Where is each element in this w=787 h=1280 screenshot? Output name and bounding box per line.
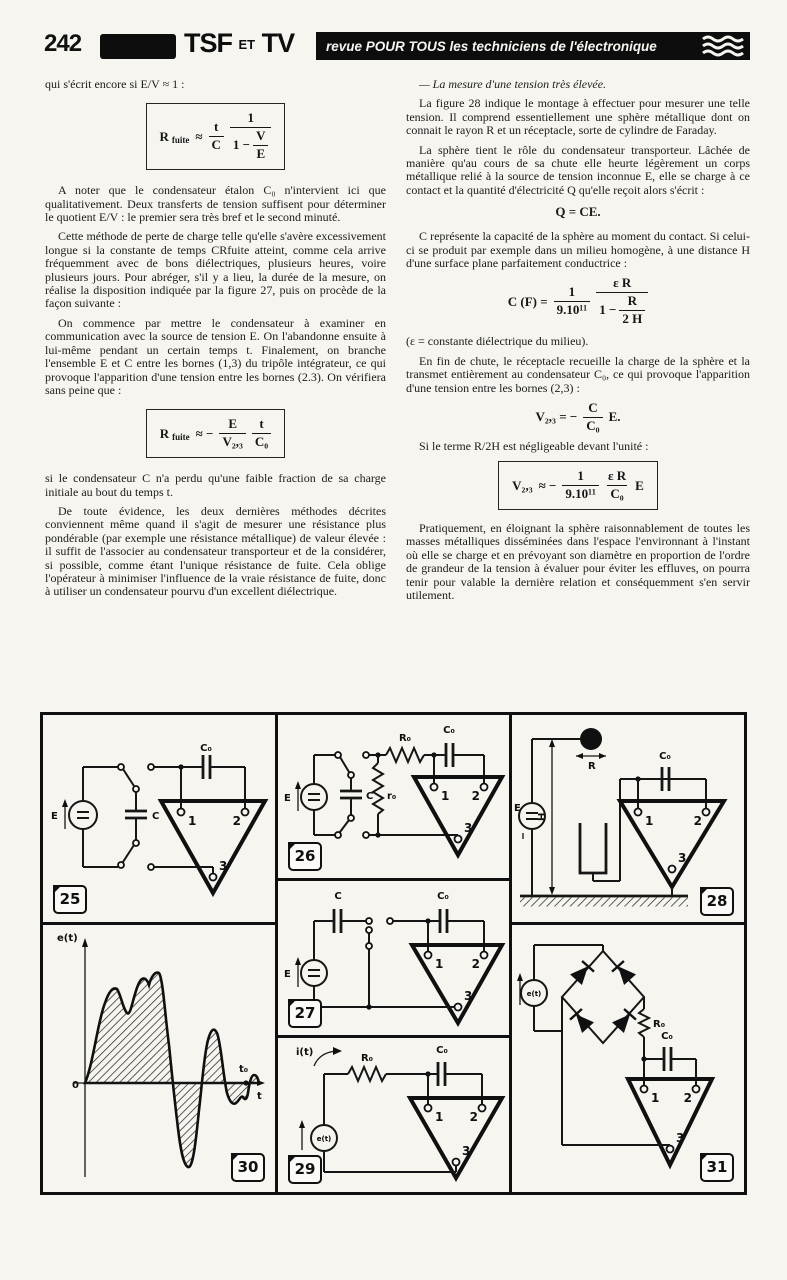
page-number: 242	[44, 30, 82, 57]
figure-28	[512, 715, 744, 925]
formula-cf: C (F) = $\frac{1}{\text{9.10¹¹}}$ ε R 1 − $\frac{R}{2 H}$	[406, 276, 750, 327]
voltage-source	[51, 799, 97, 829]
svg-text:3: 3	[464, 989, 473, 1003]
left-column	[45, 78, 386, 605]
svg-text:E: E	[284, 969, 291, 980]
para-chute: En fin de chute, le réceptacle recueille la charge de la sphère et la transmet entièrement au condensateur C₀, ce qui provoque l'apparition d'une tension entre les bornes (2,3) :	[406, 353, 750, 395]
para-evidence: De toute évidence, les deux dernières méthodes décrites conviennent même quand il s'agit de mesurer une résistance plus pondérable (par exemple une résistance métallique) de valeur élevée : il suffit de l'associer au condensateur transporteur et de la considérer, si possible, comme étant l'unique résistance de fuite. Cela oblige l'opérateur à minimiser l'influence de la vraie résistance de fuite, donc à utiliser un condensateur pourvu d'un excellent diélectrique.	[45, 504, 386, 599]
figure-28-badge: 28	[700, 887, 734, 916]
svg-text:E: E	[51, 811, 58, 822]
svg-text:C₀: C₀	[659, 751, 671, 762]
tagline-bar	[316, 32, 750, 60]
para-capacite: C représente la capacité de la sphère au moment du contact. Si celui-ci se produit par exemple dans un milieu homogène, à une distance H d'une surface plane parfaitement conductrice :	[406, 229, 750, 271]
figure-31-circuit	[512, 925, 744, 1192]
figure-26	[278, 715, 509, 881]
svg-text:R₀: R₀	[398, 733, 412, 744]
ground	[520, 896, 688, 907]
svg-text:3: 3	[678, 851, 687, 865]
svg-text:R₀: R₀	[360, 1053, 374, 1064]
figure-30	[43, 925, 275, 1192]
svg-text:C₀: C₀	[436, 1045, 448, 1056]
integrator-triangle	[414, 777, 502, 855]
svg-text:H: H	[537, 812, 548, 821]
figure-column-1	[43, 715, 278, 1192]
para-commence: On commence par mettre le condensateur à examiner en communication avec la source de tension E. On l'abandonne ensuite à lui-même pendant un certain temps t. Finalement, on branche l'ensemble E et C entre les bornes (1,3) du tripôle intégrateur, ce qui provoque l'apparition d'une tension entre les bornes (2.3). On vérifiera sans peine que :	[45, 315, 386, 397]
svg-text:2: 2	[471, 957, 480, 971]
figure-30-plot	[43, 925, 275, 1192]
figure-31-badge: 31	[700, 1153, 734, 1182]
resistor-r0-vertical	[373, 755, 396, 835]
integrator-triangle	[620, 801, 724, 887]
svg-text:2: 2	[471, 789, 480, 803]
resistor-R0	[639, 997, 665, 1059]
capacitor-c	[340, 778, 373, 815]
svg-text:1: 1	[435, 1110, 444, 1124]
figure-27	[278, 881, 509, 1038]
svg-text:3: 3	[219, 859, 228, 873]
svg-text:1: 1	[645, 814, 654, 828]
intro-line: qui s'écrit encore si E/V ≈ 1 :	[45, 77, 185, 91]
para-sphere: La sphère tient le rôle du condensateur transporteur. Lâchée de manière qu'au cours de sa chute elle heurte légèrement un corps métallique relié à la source de tension inconnue E, elle se charge à ce contact et la quantité d'électricité Q qu'elle reçoit alors s'écrit :	[406, 142, 750, 197]
section-heading: — La mesure d'une tension très élevée.	[419, 77, 607, 91]
svg-text:r₀: r₀	[387, 791, 397, 802]
svg-text:e(t): e(t)	[316, 1135, 332, 1143]
svg-text:E: E	[514, 803, 521, 814]
svg-text:1: 1	[441, 789, 450, 803]
svg-text:2: 2	[232, 814, 241, 828]
capacitor-c	[125, 792, 159, 840]
formula-v23: V₂,₃ = − $\frac{C}{\text{C₀}}$ E.	[535, 399, 621, 433]
svg-text:C: C	[334, 891, 342, 902]
tagline-text: revue POUR TOUS les techniciens de l'électronique	[326, 38, 657, 54]
integrator-triangle	[412, 945, 502, 1023]
para-epsilon: (ε = constante diélectrique du milieu).	[406, 334, 589, 349]
right-column	[406, 78, 750, 609]
svg-text:3: 3	[464, 821, 473, 835]
voltage-source	[284, 781, 327, 811]
svg-text:C: C	[152, 811, 160, 822]
para-figure28: La figure 28 indique le montage à effectuer pour mesurer une telle tension. Il comprend essentiellement une sphère métallique dont on connait le rayon R et un réceptacle, sorte de cylindre de Faraday.	[406, 96, 750, 138]
waveform	[85, 973, 259, 1167]
svg-text:C₀: C₀	[200, 743, 212, 754]
current-arrow	[296, 1047, 342, 1066]
svg-text:C₀: C₀	[437, 891, 449, 902]
figure-25	[43, 715, 275, 925]
page-header	[44, 28, 750, 62]
para-terme: Si le terme R/2H est négligeable devant l'unité :	[419, 438, 649, 453]
para-methode: Cette méthode de perte de charge telle qu'elle s'avère excessivement longue si la constante de temps CRfuite atteint, comme cela arrive fréquemment avec de bons diélectriques, plusieurs heures, voire plusieurs jours. Pour abréger, s'il y a lieu, la durée de la mesure, on réalise la disposition indiquée par la figure 27, puis on procède de la façon suivante :	[45, 229, 386, 311]
logo-block	[100, 34, 176, 59]
capacitor-c	[334, 891, 366, 933]
svg-text:2: 2	[683, 1091, 692, 1105]
svg-text:e(t): e(t)	[57, 933, 78, 944]
figures-block	[40, 712, 747, 1195]
magazine-title: TSF ET TV	[184, 28, 295, 58]
resistor-R0	[348, 1053, 428, 1081]
svg-text:C₀: C₀	[443, 725, 455, 736]
figure-30-badge: 30	[231, 1153, 265, 1182]
figure-31	[512, 925, 744, 1192]
figure-29	[278, 1038, 509, 1192]
para-noter: A noter que le condensateur étalon C₀ n'intervient ici que qualitativement. Deux transferts de tension suffisent pour déterminer le quotient E/V : le premier sera très bref et le second minuté.	[45, 183, 386, 225]
diode-bridge	[562, 951, 644, 1043]
svg-text:t₀: t₀	[239, 1064, 249, 1075]
svg-text:R: R	[588, 761, 596, 772]
resistor-R0	[386, 733, 434, 762]
height-dimension	[537, 739, 555, 895]
svg-text:C₀: C₀	[661, 1031, 673, 1042]
svg-text:t: t	[257, 1091, 262, 1102]
svg-text:1: 1	[435, 957, 444, 971]
svg-text:3: 3	[462, 1144, 471, 1158]
voltage-source	[284, 957, 327, 987]
capacitor-c0	[428, 891, 484, 952]
formula-v23-boxed: V₂,₃ ≈ − $\frac{1}{\text{9.10¹¹}}$ $\frac{\text{ε R}}{\text{C₀}}$ E	[406, 461, 750, 510]
sphere	[576, 728, 606, 772]
svg-text:2: 2	[469, 1110, 478, 1124]
integrator-triangle	[161, 801, 265, 893]
svg-text:2: 2	[693, 814, 702, 828]
figure-26-badge: 26	[288, 842, 322, 871]
svg-text:E: E	[284, 793, 291, 804]
svg-text:3: 3	[676, 1131, 685, 1145]
svg-text:1: 1	[188, 814, 197, 828]
waves-icon	[700, 33, 746, 59]
formula-rfuite-1: R fuite ≈ $\frac{t}{C}$ 1 1 − $\frac{V}{E}$	[45, 103, 386, 170]
svg-text:0: 0	[72, 1080, 79, 1091]
svg-text:1: 1	[651, 1091, 660, 1105]
voltage-source	[517, 973, 547, 1006]
figure-27-badge: 27	[288, 999, 322, 1028]
para-faible: si le condensateur C n'a perdu qu'une faible fraction de sa charge initiale au bout du temps t.	[45, 471, 386, 499]
receptacle	[580, 823, 620, 881]
svg-text:C: C	[366, 791, 374, 802]
svg-text:i(t): i(t)	[296, 1047, 314, 1058]
svg-text:R₀: R₀	[653, 1019, 666, 1030]
svg-text:e(t): e(t)	[526, 990, 542, 998]
formula-rfuite-2: R fuite ≈ − $\frac{E}{\text{V₂,₃}}$ $\frac{t}{\text{C₀}}$	[45, 409, 386, 458]
switch-vertical	[366, 927, 372, 1007]
figure-25-badge: 25	[53, 885, 87, 914]
figure-column-3	[512, 715, 744, 1192]
switch-bottom	[118, 840, 139, 868]
capacitor-c0	[659, 751, 671, 791]
switch-top	[118, 764, 139, 792]
para-pratiquement: Pratiquement, en éloignant la sphère raisonnablement de toutes les masses métalliques disséminées dans l'espace l'environnant à l'instant où elle se charge et en prévoyant son diamètre en proportion de l'ordre de grandeur de la tension à évaluer pour éviter les effluves, on pourra tenir pour valable la dernière relation et conséquemment s'en servir utilement.	[406, 521, 750, 603]
figure-29-badge: 29	[288, 1155, 322, 1184]
figure-column-2	[278, 715, 512, 1192]
eq-q: Q = CE.	[555, 204, 601, 220]
voltage-source	[299, 1120, 337, 1151]
